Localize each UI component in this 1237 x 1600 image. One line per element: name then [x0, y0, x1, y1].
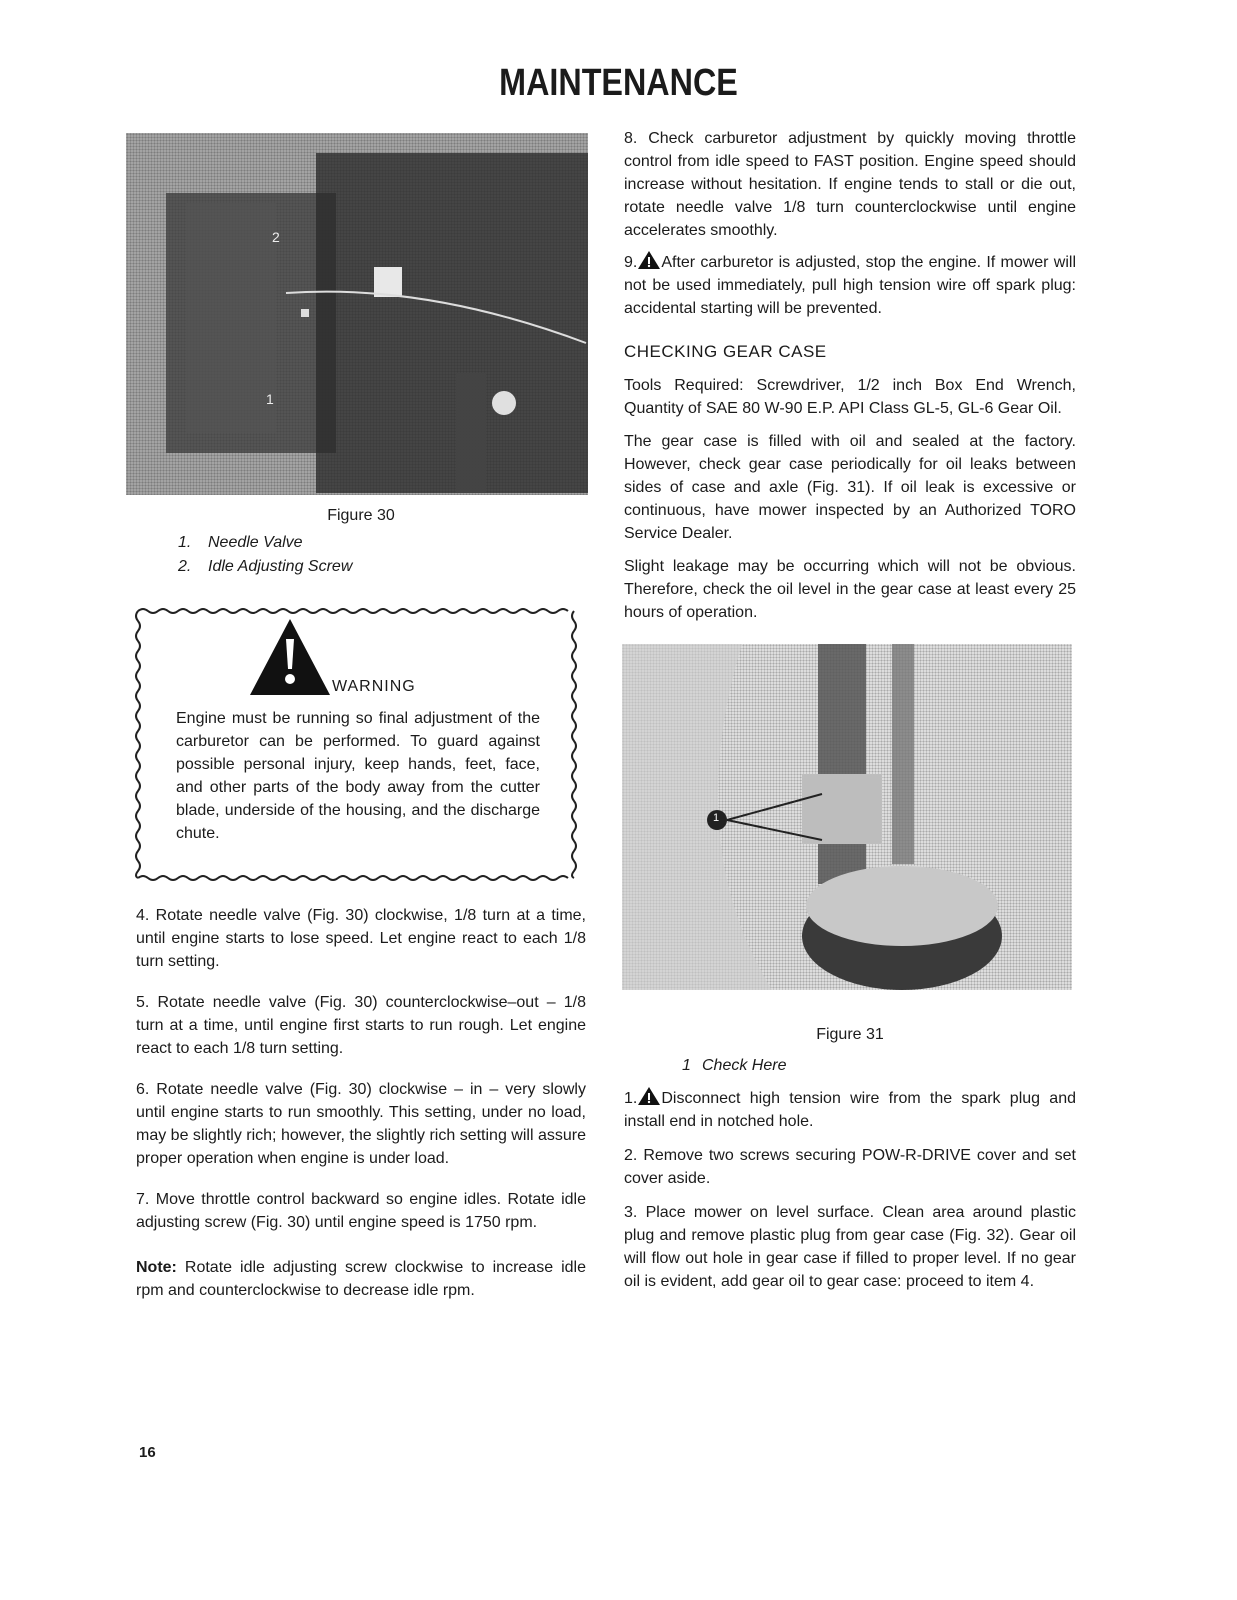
- gear-case-illustration: [622, 644, 1072, 990]
- step-6: 6. Rotate needle valve (Fig. 30) clockwise – in – very slowly until engine starts to run smoothly. This setting, under no load, may be slightly rich; however, the slightly rich setting will assure proper operation when engine is under load.: [136, 1081, 586, 1167]
- gear-step-2: 2. Remove two screws securing POW-R-DRIVE cover and set cover aside.: [624, 1147, 1076, 1187]
- figure-31-legend: 1 Check Here: [682, 1057, 787, 1074]
- warning-box: [134, 607, 578, 882]
- callout-2: 2: [272, 229, 280, 245]
- callout-1: 1: [266, 391, 274, 407]
- note: Note: Rotate idle adjusting screw clockwise to increase idle rpm and counterclockwise to decrease idle rpm.: [136, 1259, 586, 1299]
- page-title: MAINTENANCE: [499, 62, 738, 104]
- left-column: [136, 133, 586, 1302]
- step-8: 8. Check carburetor adjustment by quickly moving throttle control from idle speed to FAST position. Engine speed should increase without hesitation. If engine tends to stall or die out, rotate needle valve 1/8 turn counterclockwise until engine accelerates smoothly.: [624, 130, 1076, 239]
- step-4: 4. Rotate needle valve (Fig. 30) clockwise, 1/8 turn at a time, until engine starts to lose speed. Let engine react to each 1/8 turn setting.: [136, 907, 586, 970]
- figure-31-photo: [622, 644, 1072, 990]
- warning-label: WARNING: [332, 678, 416, 695]
- step-5: 5. Rotate needle valve (Fig. 30) counterclockwise–out – 1/8 turn at a time, until engine first starts to run rough. Let engine react to each 1/8 turn setting.: [136, 994, 586, 1057]
- legend-item: 2. Idle Adjusting Screw: [178, 558, 353, 575]
- step-9: 9. After carburetor is adjusted, stop the engine. If mower will not be used immediately, pull high tension wire off spark plug: accidental starting will be prevented.: [624, 250, 1076, 320]
- leakage-paragraph: Slight leakage may be occurring which will not be obvious. Therefore, check the oil level in the gear case at least every 25 hours of operation.: [624, 558, 1076, 621]
- step-7: 7. Move throttle control backward so engine idles. Rotate idle adjusting screw (Fig. 30) until engine speed is 1750 rpm.: [136, 1191, 586, 1231]
- figure-31-caption: Figure 31: [816, 1026, 884, 1043]
- warning-text: Engine must be running so final adjustment of the carburetor can be performed. To guard against possible personal injury, keep hands, feet, face, and other parts of the body away from the cutter blade, underside of the housing, and the discharge chute.: [176, 710, 540, 842]
- legend-item: 1. Needle Valve: [178, 534, 303, 551]
- tools-required: Tools Required: Screwdriver, 1/2 inch Box End Wrench, Quantity of SAE 80 W-90 E.P. API Class GL-5, GL-6 Gear Oil.: [624, 377, 1076, 417]
- page-number: 16: [139, 1444, 156, 1461]
- figure-30-photo: [126, 133, 588, 495]
- figure-30-legend: [178, 531, 586, 579]
- right-column: [624, 127, 1076, 1293]
- callout-1: 1: [713, 812, 720, 824]
- left-steps: [136, 904, 586, 1302]
- gear-step-3: 3. Place mower on level surface. Clean area around plastic plug and remove plastic plug from gear case (Fig. 32). Gear oil will flow out hole in gear case if filled to proper level. If no gear oil is evident, add gear oil to gear case: proceed to item 4.: [624, 1204, 1076, 1290]
- gear-step-1: 1. Disconnect high tension wire from the spark plug and install end in notched hole.: [624, 1086, 1076, 1133]
- warning-triangle-icon: [637, 250, 661, 270]
- gear-case-paragraph: The gear case is filled with oil and sealed at the factory. However, check gear case periodically for oil leaks between sides of case and axle (Fig. 31). If oil leak is excessive or continuous, have mower inspected by an Authorized TORO Service Dealer.: [624, 433, 1076, 542]
- warning-triangle-icon: [248, 617, 332, 697]
- warning-triangle-icon: [637, 1086, 661, 1106]
- section-heading: CHECKING GEAR CASE: [624, 342, 827, 361]
- engine-illustration: [126, 133, 588, 495]
- figure-30-caption: Figure 30: [327, 507, 395, 524]
